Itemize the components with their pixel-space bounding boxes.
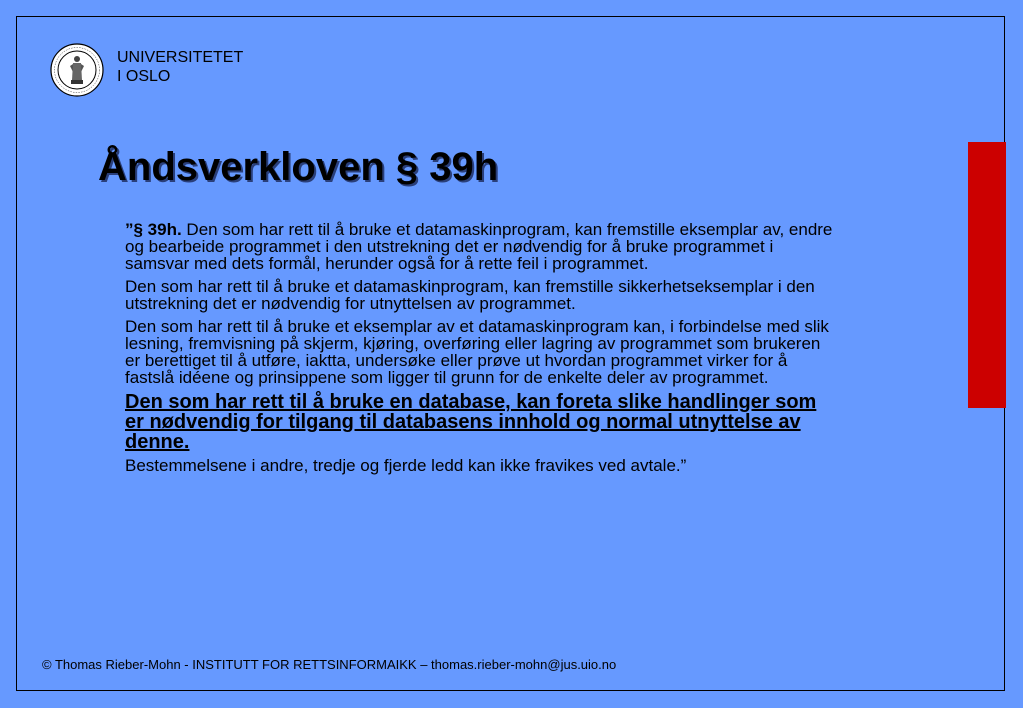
slide-body [125,221,835,480]
university-seal-icon [44,42,110,98]
university-name-line2: I OSLO [117,68,171,85]
footer-copyright: © Thomas Rieber-Mohn - INSTITUTT FOR RETTSINFORMAIKK – thomas.rieber-mohn@jus.uio.no [42,657,617,672]
slide-title: Åndsverkloven § 39h [98,145,499,189]
paragraph-5: Bestemmelsene i andre, tredje og fjerde ledd kan ikke fravikes ved avtale.” [125,456,687,475]
paragraph-2: Den som har rett til å bruke et datamaskinprogram, kan fremstille sikkerhetseksemplar i den utstrekning det er nødvendig for utnyttelsen av programmet. [125,277,815,313]
paragraph-4-emphasized: Den som har rett til å bruke en database, kan foreta slike handlinger som er nødvendig for tilgang til databasens innhold og normal utnyttelse av denne. [125,391,817,453]
paragraph-1-text: Den som har rett til å bruke et datamaskinprogram, kan fremstille eksemplar av, endre og bearbeide programmet i den utstrekning det er nødvendig for å bruke programmet i samsvar med dets formål, herunder også for å rette feil i programmet. [125,220,833,273]
paragraph-3: Den som har rett til å bruke et eksemplar av et datamaskinprogram kan, i forbindelse med slik lesning, fremvisning på skjerm, kjøring, overføring eller lagring av programmet som brukeren er berettiget til å utføre, iaktta, undersøke eller prøve ut hvordan programmet virker for å fastslå idéene og prinsippene som ligger til grunn for de enkelte deler av programmet. [125,317,829,387]
accent-bar [968,142,1006,408]
university-name-line1: UNIVERSITETET [117,49,244,66]
paragraph-1-lead: ”§ 39h. [125,220,182,239]
paragraph-1 [125,221,835,272]
university-name [117,48,243,86]
